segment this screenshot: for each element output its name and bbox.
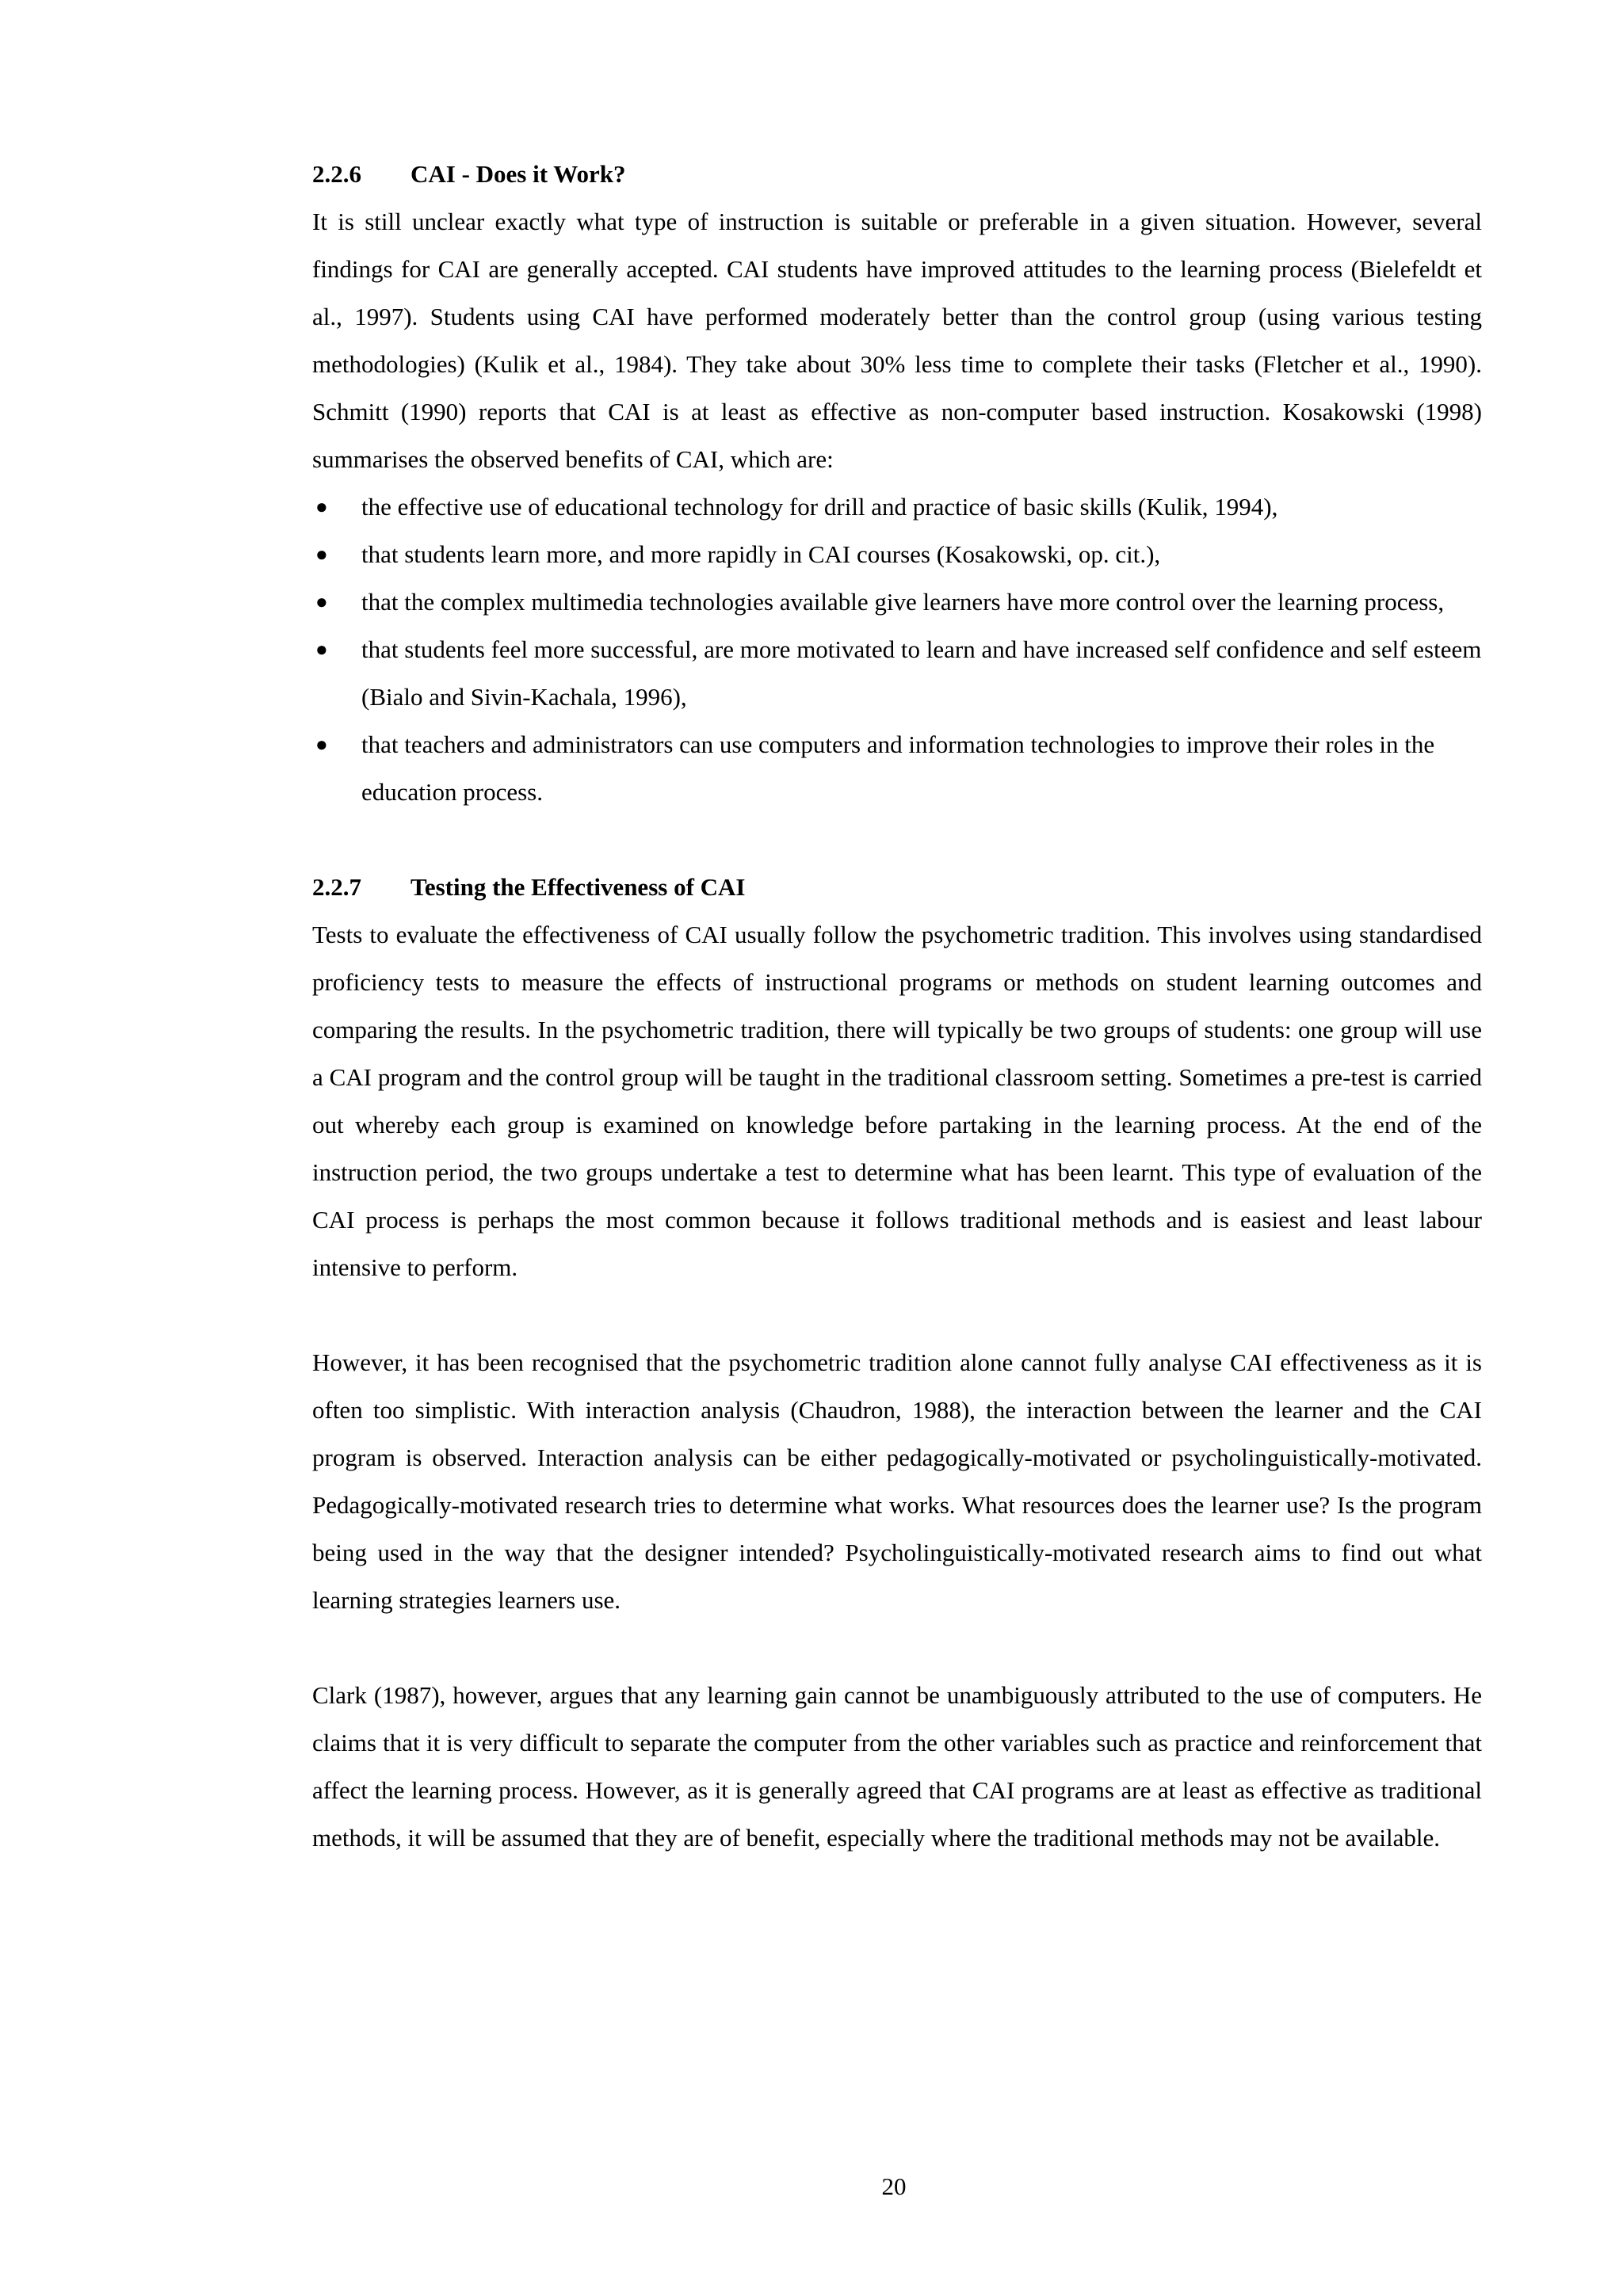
paragraph: Tests to evaluate the effectiveness of CAI usually follow the psychometric tradition. This involves using standardised proficiency tests to measure the effects of instructional programs or methods on student learning outcomes and comparing the results. In the psychometric tradition, there will typically be two groups of students: one group will use a CAI program and the control group will be taught in the traditional classroom setting. Sometimes a pre-test is carried out whereby each group is examined on knowledge before partaking in the learning process. At the end of the instruction period, the two groups undertake a test to determine what has been learnt. This type of evaluation of the CAI process is perhaps the most common because it follows traditional methods and is easiest and least labour intensive to perform. [312,921,1482,1281]
section-title: CAI - Does it Work? [411,160,626,188]
section-title: Testing the Effectiveness of CAI [411,873,746,901]
section-heading-2-2-6 [312,151,1482,198]
paragraph: It is still unclear exactly what type of instruction is suitable or preferable in a given situation. However, several findings for CAI are generally accepted. CAI students have improved attitudes to the learning process (Bielefeldt et al., 1997). Students using CAI have performed moderately better than the control group (using various testing methodologies) (Kulik et al., 1984). They take about 30% less time to complete their tasks (Fletcher et al., 1990). Schmitt (1990) reports that CAI is at least as effective as non-computer based instruction. Kosakowski (1998) summarises the observed benefits of CAI, which are: [312,208,1482,473]
paragraph: Clark (1987), however, argues that any learning gain cannot be unambiguously attributed to the use of computers. He claims that it is very difficult to separate the computer from the other variables such as practice and reinforcement that affect the learning process. However, as it is generally agreed that CAI programs are at least as effective as traditional methods, it will be assumed that they are of benefit, especially where the traditional methods may not be available. [312,1681,1482,1852]
section-number: 2.2.7 [312,873,361,901]
document-page [312,151,1482,1862]
bullet-icon: ● [315,733,328,756]
bullet-icon: ● [315,638,328,661]
list-item-text: that students learn more, and more rapidly in CAI courses (Kosakowski, op. cit.), [361,540,1161,568]
paragraph: However, it has been recognised that the psychometric tradition alone cannot fully analyse CAI effectiveness as it is often too simplistic. With interaction analysis (Chaudron, 1988), the interaction between the learner and the CAI program is observed. Interaction analysis can be either pedagogically-motivated or psycholinguistically-motivated. Pedagogically-motivated research tries to determine what works. What resources does the learner use? Is the program being used in the way that the designer intended? Psycholinguistically-motivated research aims to find out what learning strategies learners use. [312,1348,1482,1614]
section-number: 2.2.6 [312,160,361,188]
list-item-text: that students feel more successful, are more motivated to learn and have increased self confidence and self esteem (Bialo and Sivin-Kachala, 1996), [361,635,1482,711]
spacer [312,1624,1482,1672]
section-heading-2-2-7 [312,864,1482,911]
list-item [312,531,1482,578]
list-item [312,721,1482,816]
bullet-icon: ● [315,495,328,518]
list-item-text: the effective use of educational technology for drill and practice of basic skills (Kulik, 1994), [361,493,1278,521]
bullet-icon: ● [315,590,328,613]
benefits-list [312,483,1482,816]
page-number: 20 [881,2172,907,2200]
list-item-text: that teachers and administrators can use computers and information technologies to improve their roles in the education process. [361,730,1435,806]
list-item [312,578,1482,626]
bullet-icon: ● [315,543,328,566]
list-item-text: that the complex multimedia technologies available give learners have more control over the learning process, [361,588,1445,616]
spacer [312,1291,1482,1339]
spacer [312,816,1482,864]
list-item [312,626,1482,721]
list-item [312,483,1482,531]
